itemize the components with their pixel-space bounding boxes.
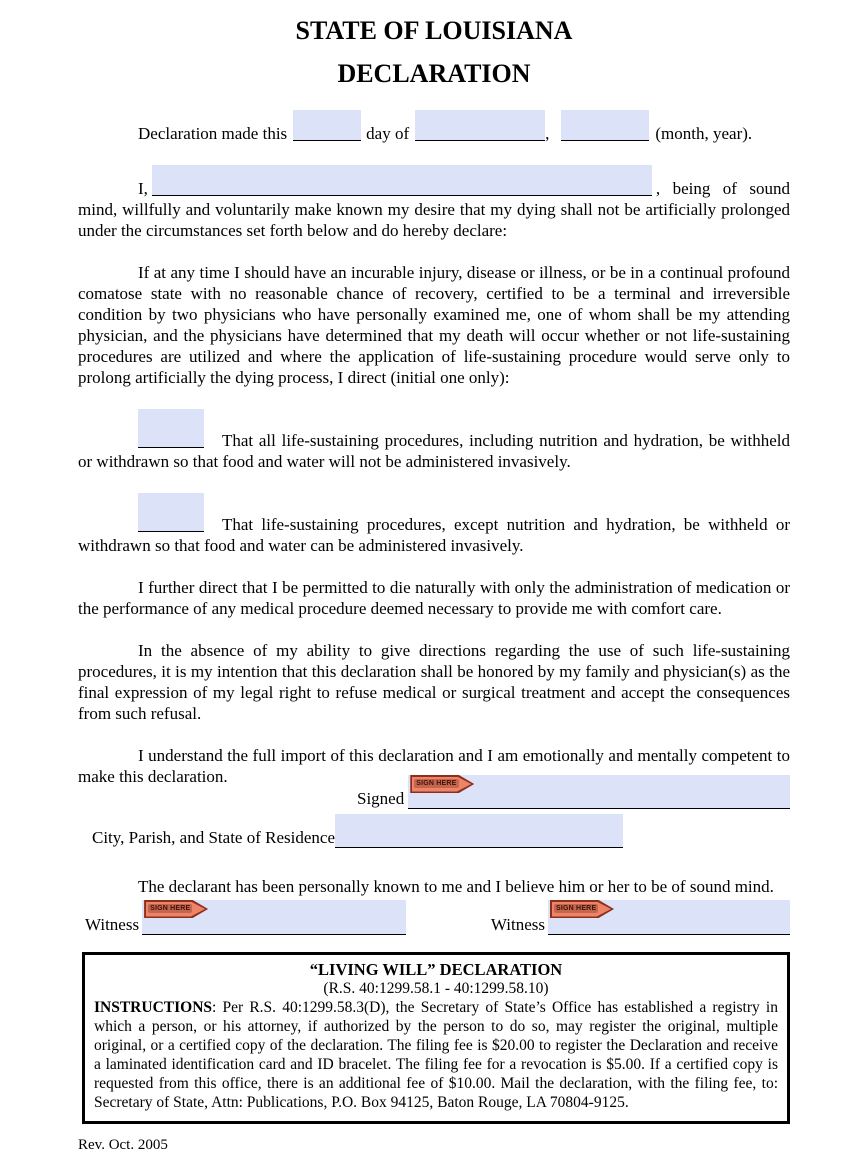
sign-here-tag[interactable] [144,900,208,918]
option2-initial-field[interactable] [138,493,204,532]
revision-note: Rev. Oct. 2005 [78,1137,168,1153]
month-field[interactable] [415,110,545,141]
witness1-signature-field[interactable] [142,900,406,935]
page-title: STATE OF LOUISIANA [295,16,573,45]
declarant-pre: I, [138,179,148,198]
witness1-label: Witness [85,915,140,934]
instructions-lead: INSTRUCTIONS [94,999,213,1016]
instructions-box-body [94,998,778,1112]
sign-here-tag-label: SIGN HERE [150,905,191,912]
witness-row [78,900,790,935]
competent-paragraph: I understand the full import of this declaration and I am emotionally and mentally competent to make this declaration. [78,746,790,786]
witness2-signature-field[interactable] [548,900,790,935]
signed-label: Signed [357,789,405,808]
instructions-box [82,952,790,1124]
declarant-name-field[interactable] [152,165,652,196]
instructions-box-subtitle: (R.S. 40:1299.58.1 - 40:1299.58.10) [323,980,549,997]
signed-row [357,775,790,809]
declarant-known-paragraph: The declarant has been personally known to me and I believe him or her to be of sound mind. [138,877,774,896]
option2-text: That life-sustaining procedures, except nutrition and hydration, be withheld or withdrawn so that food and water can be administered invasively. [78,515,790,555]
declarant-paragraph [78,165,790,241]
sign-here-tag[interactable] [550,900,614,918]
comfort-care-paragraph: I further direct that I be permitted to die naturally with only the administration of medication or the performance of any medical procedure deemed necessary to provide me with comfort care. [78,578,790,618]
residence-label: City, Parish, and State of Residence [92,828,335,847]
intro-text-3: (month, year). [655,124,753,143]
sign-here-tag-label: SIGN HERE [416,780,457,787]
witness2-label: Witness [490,915,545,934]
sign-here-tag-label: SIGN HERE [556,905,597,912]
condition-paragraph: If at any time I should have an incurable injury, disease or illness, or be in a continual profound comatose state with no reasonable chance of recovery, certified to be a terminal and irreversible condition by two physicians who have personally examined me, one of whom shall be my attending physician, and the physicians have determined that my death will occur whether or not life-sustaining procedures are utilized and where the application of life-sustaining procedure would serve only to prolong artificially the dying process, I direct (initial one only): [78,263,790,387]
signature-field[interactable] [408,775,790,809]
declarant-post: , being of sound mind, willfully and voluntarily make known my desire that my dying shall not be artificially prolonged under the circumstances set forth below and do hereby declare: [78,179,790,240]
intro-text-2: day of [366,124,410,143]
declaration-date-line [78,110,790,144]
intro-text-1: Declaration made this [138,124,288,143]
instructions-text: : Per R.S. 40:1299.58.3(D), the Secretary of State’s Office has established a registry in which a person, or his attorney, if authorized by the person to do so, may register the original, multiple original, or a certified copy of the declaration. The filing fee is $20.00 to register the Declaration and receive a laminated identification card and ID bracelet. The filing fee for a revocation is $5.00. If a certified copy is requested from this office, there is an additional fee of $10.00. Mail the declaration, with the filing fee, to: Secretary of State, Attn: Publications, P.O. Box 94125, Baton Rouge, LA 70804-9125. [94,999,778,1111]
witness-group-1 [85,900,406,935]
witness-group-2 [491,900,790,935]
sign-here-tag[interactable] [410,775,474,793]
residence-field[interactable] [335,814,623,848]
year-field[interactable] [561,110,649,141]
option1-paragraph [78,409,790,472]
day-field[interactable] [293,110,361,141]
residence-row [92,814,790,848]
absence-paragraph: In the absence of my ability to give directions regarding the use of such life-sustaining procedures, it is my intention that this declaration shall be honored by my family and physician(s) as the final expression of my legal right to refuse medical or surgical treatment and accept the consequences from such refusal. [78,641,790,723]
intro-comma: , [545,124,550,143]
option2-paragraph [78,493,790,556]
instructions-box-title: “LIVING WILL” DECLARATION [309,960,563,979]
option1-text: That all life-sustaining procedures, including nutrition and hydration, be withheld or withdrawn so that food and water will not be administered invasively. [78,431,790,471]
option1-initial-field[interactable] [138,409,204,448]
page-subtitle: DECLARATION [337,59,531,88]
